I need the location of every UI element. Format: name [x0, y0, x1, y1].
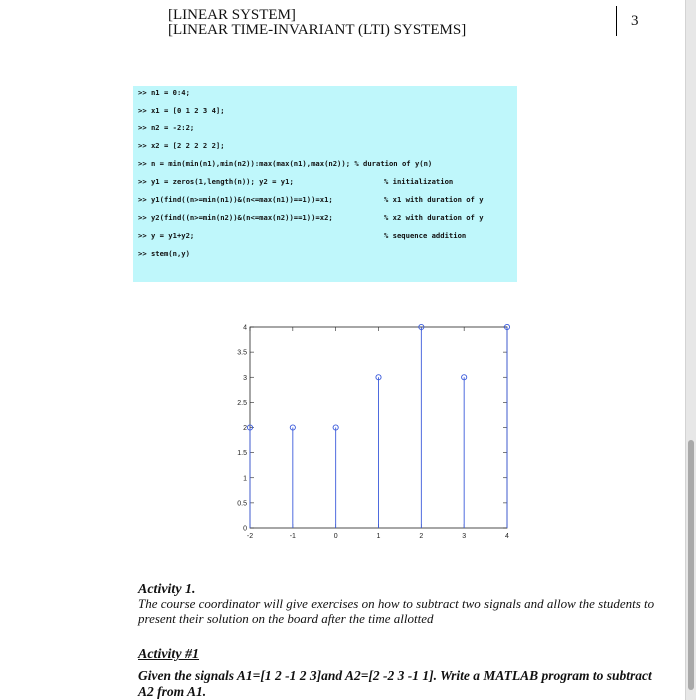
header-chapter-title: [LINEAR TIME-INVARIANT (LTI) SYSTEMS] [168, 22, 467, 38]
y-tick-label: 2 [243, 425, 247, 432]
y-tick-label: 0.5 [237, 500, 247, 508]
code-line: >> x2 = [2 2 2 2 2]; [138, 141, 225, 150]
code-line: >> y = y1+y2; [138, 231, 195, 240]
x-tick-label: 1 [376, 533, 381, 540]
code-line: >> n = min(min(n1),min(n2)):max(max(n1),max(n2)); % duration of y(n) [138, 159, 433, 168]
y-tick-label: 1.5 [237, 450, 247, 458]
code-comment: % initialization [384, 177, 454, 186]
y-tick-label: 0 [243, 525, 247, 533]
x-tick-label: -2 [246, 533, 254, 540]
code-line: >> y1 = zeros(1,length(n)); y2 = y1; [138, 177, 294, 186]
code-comment: % x1 with duration of y [384, 195, 484, 204]
y-tick-label: 3.5 [237, 349, 247, 357]
y-tick-label: 3 [243, 374, 247, 382]
code-comment: % x2 with duration of y [384, 213, 484, 222]
x-tick-label: 2 [419, 533, 424, 540]
code-line: >> x1 = [0 1 2 3 4]; [138, 106, 225, 115]
code-line: >> stem(n,y) [138, 249, 190, 258]
activity-2-title: Activity #1 [138, 647, 200, 662]
header-section-title: [LINEAR SYSTEM] [168, 7, 296, 23]
activity-2-description: Given the signals A1=[1 2 -1 2 3]and A2=[2 -2 3 -1 1]. Write a MATLAB program to subtract A2 from A1. [138, 668, 652, 699]
x-tick-label: 4 [505, 533, 509, 540]
vertical-scrollbar[interactable] [685, 0, 696, 700]
code-line: >> y1(find((n>=min(n1))&(n<=max(n1))==1))=x1; [138, 195, 333, 204]
code-line: >> n1 = 0:4; [138, 88, 190, 97]
x-tick-label: 0 [333, 533, 338, 540]
code-comment: % sequence addition [384, 231, 467, 240]
code-line: >> y2(find((n>=min(n2))&(n<=max(n2))==1))=x2; [138, 213, 333, 222]
y-tick-label: 2.5 [237, 399, 247, 407]
activity-1-description: The course coordinator will give exercises on how to subtract two signals and allow the students to present their solution on the board after the time allotted [138, 596, 655, 626]
y-tick-label: 4 [243, 324, 247, 332]
activity-1-title: Activity 1. [138, 582, 196, 597]
x-tick-label: 3 [462, 533, 467, 540]
code-line: >> n2 = -2:2; [138, 123, 195, 132]
y-tick-label: 1 [243, 475, 247, 483]
x-tick-label: -1 [289, 533, 296, 540]
page-number: 3 [631, 13, 639, 29]
scrollbar-thumb[interactable] [688, 440, 694, 690]
